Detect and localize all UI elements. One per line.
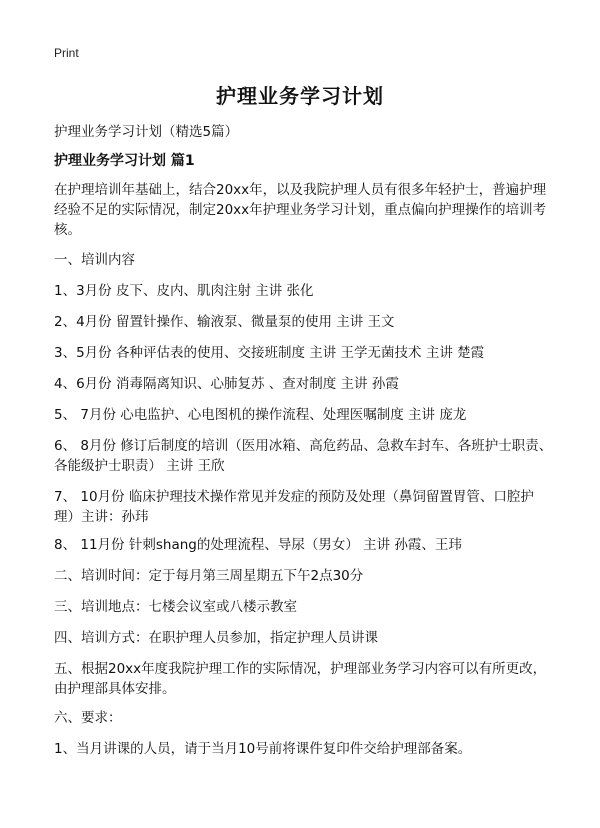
training-item: 7、 10月份 临床护理技术操作常见并发症的预防及处理（鼻饲留置胃管、口腔护理）主讲：孙玮 — [54, 489, 534, 525]
document-subtitle: 护理业务学习计划（精选5篇） — [54, 124, 239, 140]
print-link[interactable]: Print — [54, 46, 79, 60]
training-item: 2、4月份 留置针操作、输液泵、微量泵的使用 主讲 王文 — [54, 314, 395, 330]
schedule-adjustment-note: 五、根据20xx年度我院护理工作的实际情况，护理部业务学习内容可以有所更改，由护理部具体安排。 — [54, 661, 547, 697]
requirement-item: 1、当月讲课的人员，请于当月10号前将课件复印件交给护理部备案。 — [54, 741, 472, 757]
article-heading: 护理业务学习计划 篇1 — [54, 153, 195, 169]
section-heading-requirements: 六、要求： — [54, 710, 122, 726]
training-method: 四、培训方式：在职护理人员参加，指定护理人员讲课 — [54, 630, 378, 646]
training-item: 3、5月份 各种评估表的使用、交接班制度 主讲 王学无菌技术 主讲 楚霞 — [54, 345, 485, 361]
training-item: 4、6月份 消毒隔离知识、心肺复苏 、查对制度 主讲 孙霞 — [54, 376, 399, 392]
training-time: 二、培训时间：定于每月第三周星期五下午2点30分 — [54, 568, 364, 584]
training-location: 三、培训地点：七楼会议室或八楼示教室 — [54, 599, 297, 615]
training-item: 6、 8月份 修订后制度的培训（医用冰箱、高危药品、急救车封车、各班护士职责、各能级护士职责） 主讲 王欣 — [54, 438, 553, 474]
section-heading-training-content: 一、培训内容 — [54, 252, 135, 268]
training-item: 8、 11月份 针刺shang的处理流程、导尿（男女） 主讲 孙霞、王玮 — [54, 537, 462, 553]
page-title: 护理业务学习计划 — [216, 84, 384, 108]
intro-paragraph: 在护理培训年基础上，结合20xx年，以及我院护理人员有很多年轻护士，普遍护理经验不足的实际情况，制定20xx年护理业务学习计划，重点偏向护理操作的培训考核。 — [54, 182, 547, 238]
training-item: 1、3月份 皮下、皮内、肌肉注射 主讲 张化 — [54, 283, 314, 299]
training-item: 5、 7月份 心电监护、心电图机的操作流程、处理医嘱制度 主讲 庞龙 — [54, 407, 467, 423]
